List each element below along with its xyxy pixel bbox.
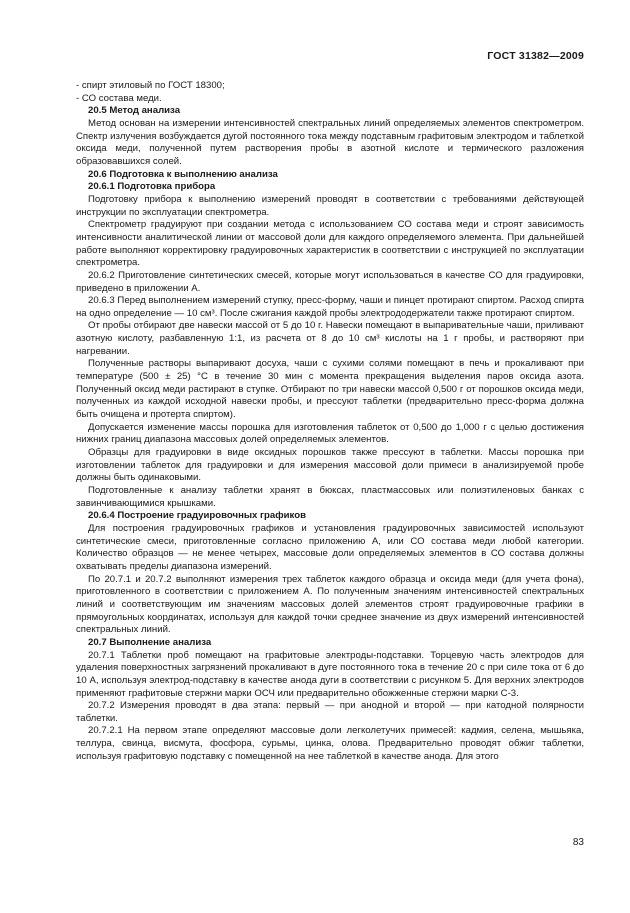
paragraph: Образцы для градуировки в виде оксидных порошков также прессуют в таблетки. Массы порошка при изготовлении таблеток для градуировки и для измерения массовой доли примеси в анализируемой пробе должны быть одинаковыми. bbox=[76, 447, 584, 484]
paragraph: 20.6.2 Приготовление синтетических смесей, которые могут использоваться в качестве СО для градуировки, приведено в приложении А. bbox=[76, 269, 584, 294]
document-body bbox=[76, 80, 584, 763]
section-heading: 20.6.1 Подготовка прибора bbox=[88, 181, 216, 193]
paragraph: Для построения градуировочных графиков и установления градуировочных зависимостей используют синтетические смеси, приготовленные согласно приложению А, или СО состава меди любой категории. Количество образцов — не менее четырех, массовые доли определяемых элементов в СО состава должны охватывать пределы диапазона измерений. bbox=[76, 522, 584, 572]
paragraph: Метод основан на измерении интенсивностей спектральных линий определяемых элементов спектрометром. Спектр излучения возбуждается дугой постоянного тока между подставным графитовым электродом и таблеткой оксида меди, полученной путем растворения пробы в азотной кислоте и термического разложения образовавшихся солей. bbox=[76, 117, 584, 167]
paragraph: 20.7.1 Таблетки проб помещают на графитовые электроды-подставки. Торцевую часть электродов для удаления поверхностных загрязнений прокаливают в дуге постоянного тока в течение 20 с при силе тока от 6 до 10 А, используя электрод-подставку в качестве анода дуги в соответствии с рисунком 5. Для верхних электродов применяют графитовые стержни марки ОСЧ или предварительно обожженные стержни марки С-3. bbox=[76, 649, 584, 699]
paragraph: Подготовленные к анализу таблетки хранят в бюксах, пластмассовых или полиэтиленовых банках с завинчивающимися крышками. bbox=[76, 485, 584, 509]
section-heading: 20.5 Метод анализа bbox=[88, 105, 181, 117]
section-heading: 20.6.4 Построение градуировочных графиков bbox=[88, 510, 306, 522]
paragraph: 20.7.2.1 На первом этапе определяют массовые доли легколетучих примесей: кадмия, селена, мышьяка, теллура, свинца, висмута, фосфора, сурьмы, цинка, олова. Предварительно проводят обжиг таблетки, используя графитовую подставку с помещенной на нее таблеткой в качестве анода. Для этого bbox=[76, 725, 584, 762]
paragraph: 20.7.2 Измерения проводят в два этапа: первый — при анодной и второй — при катодной полярности таблетки. bbox=[76, 700, 584, 724]
paragraph: 20.6.3 Перед выполнением измерений ступку, пресс-форму, чаши и пинцет протирают спиртом. Расход спирта на одно определение — 10 см³. После сжигания каждой пробы электрододержатели также протирают спиртом. bbox=[76, 295, 584, 319]
paragraph: Допускается изменение массы порошка для изготовления таблеток от 0,500 до 1,000 г с целью достижения нижних границ диапазона массовых долей определяемых элементов. bbox=[76, 421, 584, 446]
paragraph: По 20.7.1 и 20.7.2 выполняют измерения трех таблеток каждого образца и оксида меди (для учета фона), приготовленного в соответствии с приложением А. По полученным значениям интенсивностей спектральных линий и соответствующим им значениям массовых долей элементов строят градуировочные графики в прямоугольных координатах, используя для каждой точки среднее значение из двух измерений интенсивностей спектральных линий. bbox=[76, 573, 584, 636]
paragraph: Спектрометр градуируют при создании метода с использованием СО состава меди и строят зависимость интенсивности аналитической линии от массовой доли для каждого определяемого элемента. При дальнейшей работе выполняют корректировку градуировочных характеристик в соответствии с инструкцией по эксплуатации спектрометра. bbox=[76, 219, 584, 269]
section-heading: 20.6 Подготовка к выполнению анализа bbox=[88, 168, 278, 180]
page-header: ГОСТ 31382—2009 bbox=[487, 50, 584, 62]
page-number: 83 bbox=[572, 837, 584, 848]
paragraph: От пробы отбирают две навески массой от 5 до 10 г. Навески помещают в выпаривательные чаши, приливают азотную кислоту, разбавленную 1:1, из расчета от 8 до 10 см³ кислоты на 1 г пробы, и растворяют при нагревании. bbox=[76, 320, 584, 357]
paragraph: - СО состава меди. bbox=[76, 92, 162, 104]
paragraph: - спирт этиловый по ГОСТ 18300; bbox=[76, 80, 225, 91]
paragraph: Полученные растворы выпаривают досуха, чаши с сухими солями помещают в печь и прокаливают при температуре (500 ± 25) °С в течение 30 мин с момента прекращения выделения паров оксида азота. Полученный оксид меди растирают в ступке. Отбирают по три навески массой 0,500 г от порошков оксида меди, полученных из каждой исходной навески пробы, и прессуют таблетки (предварительно пресс-форма должна быть очищена и протерта спиртом). bbox=[76, 358, 584, 421]
section-heading: 20.7 Выполнение анализа bbox=[88, 636, 212, 648]
paragraph: Подготовку прибора к выполнению измерений проводят в соответствии с требованиями действующей инструкции по эксплуатации спектрометра. bbox=[76, 193, 584, 218]
